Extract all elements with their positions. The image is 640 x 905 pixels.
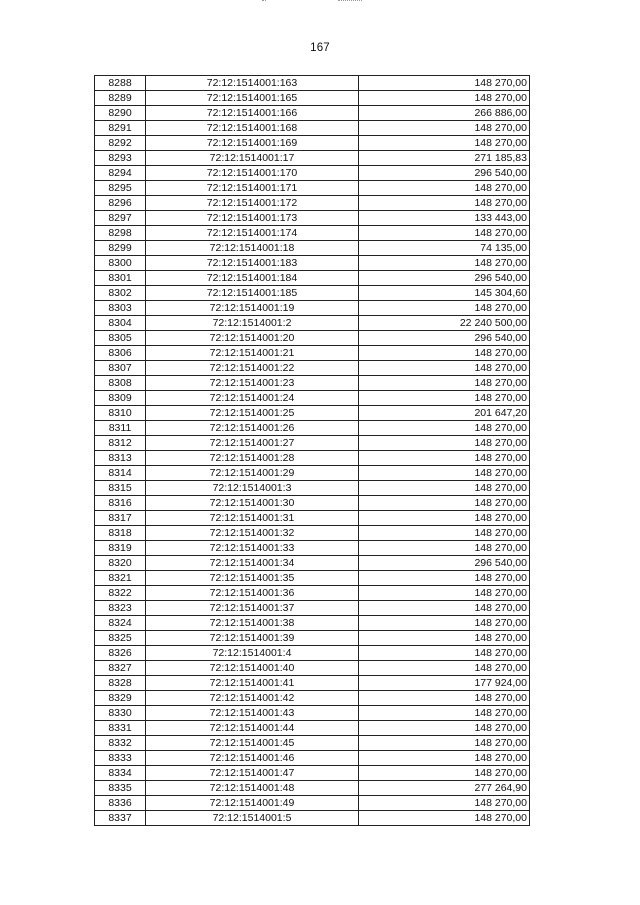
row-number-cell: 8319 (95, 541, 146, 556)
value-cell: 148 270,00 (359, 541, 530, 556)
row-number-cell: 8303 (95, 301, 146, 316)
value-cell: 133 443,00 (359, 211, 530, 226)
value-cell: 148 270,00 (359, 121, 530, 136)
row-number-cell: 8297 (95, 211, 146, 226)
cadastral-number-cell: 72:12:1514001:20 (146, 331, 359, 346)
cadastral-number-cell: 72:12:1514001:32 (146, 526, 359, 541)
table-row (95, 556, 530, 571)
row-number-cell: 8307 (95, 361, 146, 376)
row-number-cell: 8331 (95, 721, 146, 736)
cadastral-number-cell: 72:12:1514001:4 (146, 646, 359, 661)
row-number-cell: 8289 (95, 91, 146, 106)
value-cell: 148 270,00 (359, 451, 530, 466)
row-number-cell: 8321 (95, 571, 146, 586)
row-number-cell: 8313 (95, 451, 146, 466)
row-number-cell: 8296 (95, 196, 146, 211)
cadastral-number-cell: 72:12:1514001:5 (146, 811, 359, 826)
cadastral-number-cell: 72:12:1514001:169 (146, 136, 359, 151)
row-number-cell: 8305 (95, 331, 146, 346)
row-number-cell: 8333 (95, 751, 146, 766)
cadastral-number-cell: 72:12:1514001:46 (146, 751, 359, 766)
cadastral-number-cell: 72:12:1514001:18 (146, 241, 359, 256)
row-number-cell: 8295 (95, 181, 146, 196)
row-number-cell: 8308 (95, 376, 146, 391)
cadastral-number-cell: 72:12:1514001:49 (146, 796, 359, 811)
cadastral-number-cell: 72:12:1514001:19 (146, 301, 359, 316)
row-number-cell: 8301 (95, 271, 146, 286)
value-cell: 148 270,00 (359, 346, 530, 361)
value-cell: 148 270,00 (359, 736, 530, 751)
row-number-cell: 8298 (95, 226, 146, 241)
row-number-cell: 8327 (95, 661, 146, 676)
row-number-cell: 8311 (95, 421, 146, 436)
cadastral-number-cell: 72:12:1514001:31 (146, 511, 359, 526)
row-number-cell: 8322 (95, 586, 146, 601)
table-row (95, 226, 530, 241)
value-cell: 148 270,00 (359, 571, 530, 586)
row-number-cell: 8306 (95, 346, 146, 361)
row-number-cell: 8309 (95, 391, 146, 406)
table-row (95, 346, 530, 361)
row-number-cell: 8293 (95, 151, 146, 166)
page-number: 167 (310, 42, 330, 54)
table-row (95, 631, 530, 646)
registry-table-container (94, 75, 530, 826)
table-row (95, 676, 530, 691)
table-row (95, 661, 530, 676)
registry-table (94, 75, 530, 826)
cadastral-number-cell: 72:12:1514001:184 (146, 271, 359, 286)
value-cell: 148 270,00 (359, 496, 530, 511)
row-number-cell: 8299 (95, 241, 146, 256)
table-row (95, 391, 530, 406)
value-cell: 148 270,00 (359, 631, 530, 646)
cadastral-number-cell: 72:12:1514001:29 (146, 466, 359, 481)
value-cell: 148 270,00 (359, 436, 530, 451)
cadastral-number-cell: 72:12:1514001:174 (146, 226, 359, 241)
value-cell: 148 270,00 (359, 766, 530, 781)
row-number-cell: 8290 (95, 106, 146, 121)
table-row (95, 166, 530, 181)
cadastral-number-cell: 72:12:1514001:34 (146, 556, 359, 571)
row-number-cell: 8325 (95, 631, 146, 646)
table-row (95, 151, 530, 166)
value-cell: 148 270,00 (359, 526, 530, 541)
row-number-cell: 8294 (95, 166, 146, 181)
value-cell: 201 647,20 (359, 406, 530, 421)
cadastral-number-cell: 72:12:1514001:45 (146, 736, 359, 751)
table-row (95, 466, 530, 481)
table-row (95, 811, 530, 826)
cadastral-number-cell: 72:12:1514001:30 (146, 496, 359, 511)
cadastral-number-cell: 72:12:1514001:36 (146, 586, 359, 601)
value-cell: 148 270,00 (359, 226, 530, 241)
row-number-cell: 8326 (95, 646, 146, 661)
table-row (95, 721, 530, 736)
table-row (95, 136, 530, 151)
table-row (95, 211, 530, 226)
value-cell: 296 540,00 (359, 166, 530, 181)
table-row (95, 616, 530, 631)
row-number-cell: 8337 (95, 811, 146, 826)
scan-artifact (262, 0, 266, 5)
row-number-cell: 8291 (95, 121, 146, 136)
value-cell: 148 270,00 (359, 301, 530, 316)
cadastral-number-cell: 72:12:1514001:22 (146, 361, 359, 376)
table-row (95, 376, 530, 391)
table-row (95, 121, 530, 136)
table-row (95, 451, 530, 466)
cadastral-number-cell: 72:12:1514001:39 (146, 631, 359, 646)
value-cell: 148 270,00 (359, 586, 530, 601)
value-cell: 148 270,00 (359, 421, 530, 436)
value-cell: 74 135,00 (359, 241, 530, 256)
row-number-cell: 8316 (95, 496, 146, 511)
table-row (95, 91, 530, 106)
table-row (95, 781, 530, 796)
value-cell: 148 270,00 (359, 256, 530, 271)
scan-artifact (338, 0, 362, 5)
table-row (95, 181, 530, 196)
cadastral-number-cell: 72:12:1514001:25 (146, 406, 359, 421)
table-row (95, 646, 530, 661)
row-number-cell: 8320 (95, 556, 146, 571)
value-cell: 296 540,00 (359, 556, 530, 571)
value-cell: 148 270,00 (359, 181, 530, 196)
cadastral-number-cell: 72:12:1514001:38 (146, 616, 359, 631)
row-number-cell: 8304 (95, 316, 146, 331)
cadastral-number-cell: 72:12:1514001:26 (146, 421, 359, 436)
table-row (95, 196, 530, 211)
value-cell: 148 270,00 (359, 76, 530, 91)
row-number-cell: 8310 (95, 406, 146, 421)
value-cell: 148 270,00 (359, 361, 530, 376)
table-row (95, 301, 530, 316)
cadastral-number-cell: 72:12:1514001:170 (146, 166, 359, 181)
table-row (95, 271, 530, 286)
row-number-cell: 8300 (95, 256, 146, 271)
value-cell: 277 264,90 (359, 781, 530, 796)
row-number-cell: 8312 (95, 436, 146, 451)
row-number-cell: 8288 (95, 76, 146, 91)
cadastral-number-cell: 72:12:1514001:17 (146, 151, 359, 166)
value-cell: 148 270,00 (359, 91, 530, 106)
cadastral-number-cell: 72:12:1514001:24 (146, 391, 359, 406)
cadastral-number-cell: 72:12:1514001:165 (146, 91, 359, 106)
value-cell: 148 270,00 (359, 601, 530, 616)
table-row (95, 751, 530, 766)
registry-table-body (95, 76, 530, 826)
table-row (95, 406, 530, 421)
value-cell: 148 270,00 (359, 751, 530, 766)
row-number-cell: 8328 (95, 676, 146, 691)
value-cell: 148 270,00 (359, 196, 530, 211)
value-cell: 271 185,83 (359, 151, 530, 166)
table-row (95, 541, 530, 556)
row-number-cell: 8302 (95, 286, 146, 301)
table-row (95, 256, 530, 271)
value-cell: 148 270,00 (359, 661, 530, 676)
row-number-cell: 8335 (95, 781, 146, 796)
cadastral-number-cell: 72:12:1514001:166 (146, 106, 359, 121)
row-number-cell: 8329 (95, 691, 146, 706)
table-row (95, 76, 530, 91)
value-cell: 148 270,00 (359, 691, 530, 706)
cadastral-number-cell: 72:12:1514001:40 (146, 661, 359, 676)
table-row (95, 481, 530, 496)
cadastral-number-cell: 72:12:1514001:37 (146, 601, 359, 616)
table-row (95, 601, 530, 616)
value-cell: 145 304,60 (359, 286, 530, 301)
cadastral-number-cell: 72:12:1514001:23 (146, 376, 359, 391)
row-number-cell: 8292 (95, 136, 146, 151)
value-cell: 148 270,00 (359, 391, 530, 406)
row-number-cell: 8332 (95, 736, 146, 751)
table-row (95, 316, 530, 331)
table-row (95, 706, 530, 721)
cadastral-number-cell: 72:12:1514001:43 (146, 706, 359, 721)
table-row (95, 361, 530, 376)
cadastral-number-cell: 72:12:1514001:42 (146, 691, 359, 706)
cadastral-number-cell: 72:12:1514001:172 (146, 196, 359, 211)
cadastral-number-cell: 72:12:1514001:41 (146, 676, 359, 691)
cadastral-number-cell: 72:12:1514001:27 (146, 436, 359, 451)
row-number-cell: 8330 (95, 706, 146, 721)
row-number-cell: 8324 (95, 616, 146, 631)
cadastral-number-cell: 72:12:1514001:2 (146, 316, 359, 331)
cadastral-number-cell: 72:12:1514001:183 (146, 256, 359, 271)
value-cell: 148 270,00 (359, 706, 530, 721)
row-number-cell: 8318 (95, 526, 146, 541)
cadastral-number-cell: 72:12:1514001:185 (146, 286, 359, 301)
table-row (95, 106, 530, 121)
cadastral-number-cell: 72:12:1514001:33 (146, 541, 359, 556)
cadastral-number-cell: 72:12:1514001:35 (146, 571, 359, 586)
cadastral-number-cell: 72:12:1514001:44 (146, 721, 359, 736)
row-number-cell: 8317 (95, 511, 146, 526)
cadastral-number-cell: 72:12:1514001:168 (146, 121, 359, 136)
table-row (95, 571, 530, 586)
table-row (95, 496, 530, 511)
value-cell: 148 270,00 (359, 616, 530, 631)
value-cell: 148 270,00 (359, 796, 530, 811)
cadastral-number-cell: 72:12:1514001:21 (146, 346, 359, 361)
value-cell: 177 924,00 (359, 676, 530, 691)
value-cell: 148 270,00 (359, 646, 530, 661)
table-row (95, 736, 530, 751)
value-cell: 148 270,00 (359, 811, 530, 826)
table-row (95, 796, 530, 811)
table-row (95, 286, 530, 301)
table-row (95, 421, 530, 436)
table-row (95, 331, 530, 346)
cadastral-number-cell: 72:12:1514001:163 (146, 76, 359, 91)
row-number-cell: 8336 (95, 796, 146, 811)
cadastral-number-cell: 72:12:1514001:28 (146, 451, 359, 466)
row-number-cell: 8334 (95, 766, 146, 781)
value-cell: 148 270,00 (359, 721, 530, 736)
cadastral-number-cell: 72:12:1514001:173 (146, 211, 359, 226)
value-cell: 296 540,00 (359, 271, 530, 286)
value-cell: 22 240 500,00 (359, 316, 530, 331)
row-number-cell: 8323 (95, 601, 146, 616)
value-cell: 296 540,00 (359, 331, 530, 346)
cadastral-number-cell: 72:12:1514001:48 (146, 781, 359, 796)
cadastral-number-cell: 72:12:1514001:171 (146, 181, 359, 196)
row-number-cell: 8314 (95, 466, 146, 481)
table-row (95, 436, 530, 451)
table-row (95, 766, 530, 781)
table-row (95, 511, 530, 526)
table-row (95, 526, 530, 541)
cadastral-number-cell: 72:12:1514001:3 (146, 481, 359, 496)
cadastral-number-cell: 72:12:1514001:47 (146, 766, 359, 781)
table-row (95, 241, 530, 256)
value-cell: 148 270,00 (359, 466, 530, 481)
table-row (95, 691, 530, 706)
value-cell: 148 270,00 (359, 511, 530, 526)
value-cell: 266 886,00 (359, 106, 530, 121)
value-cell: 148 270,00 (359, 376, 530, 391)
table-row (95, 586, 530, 601)
value-cell: 148 270,00 (359, 136, 530, 151)
row-number-cell: 8315 (95, 481, 146, 496)
value-cell: 148 270,00 (359, 481, 530, 496)
